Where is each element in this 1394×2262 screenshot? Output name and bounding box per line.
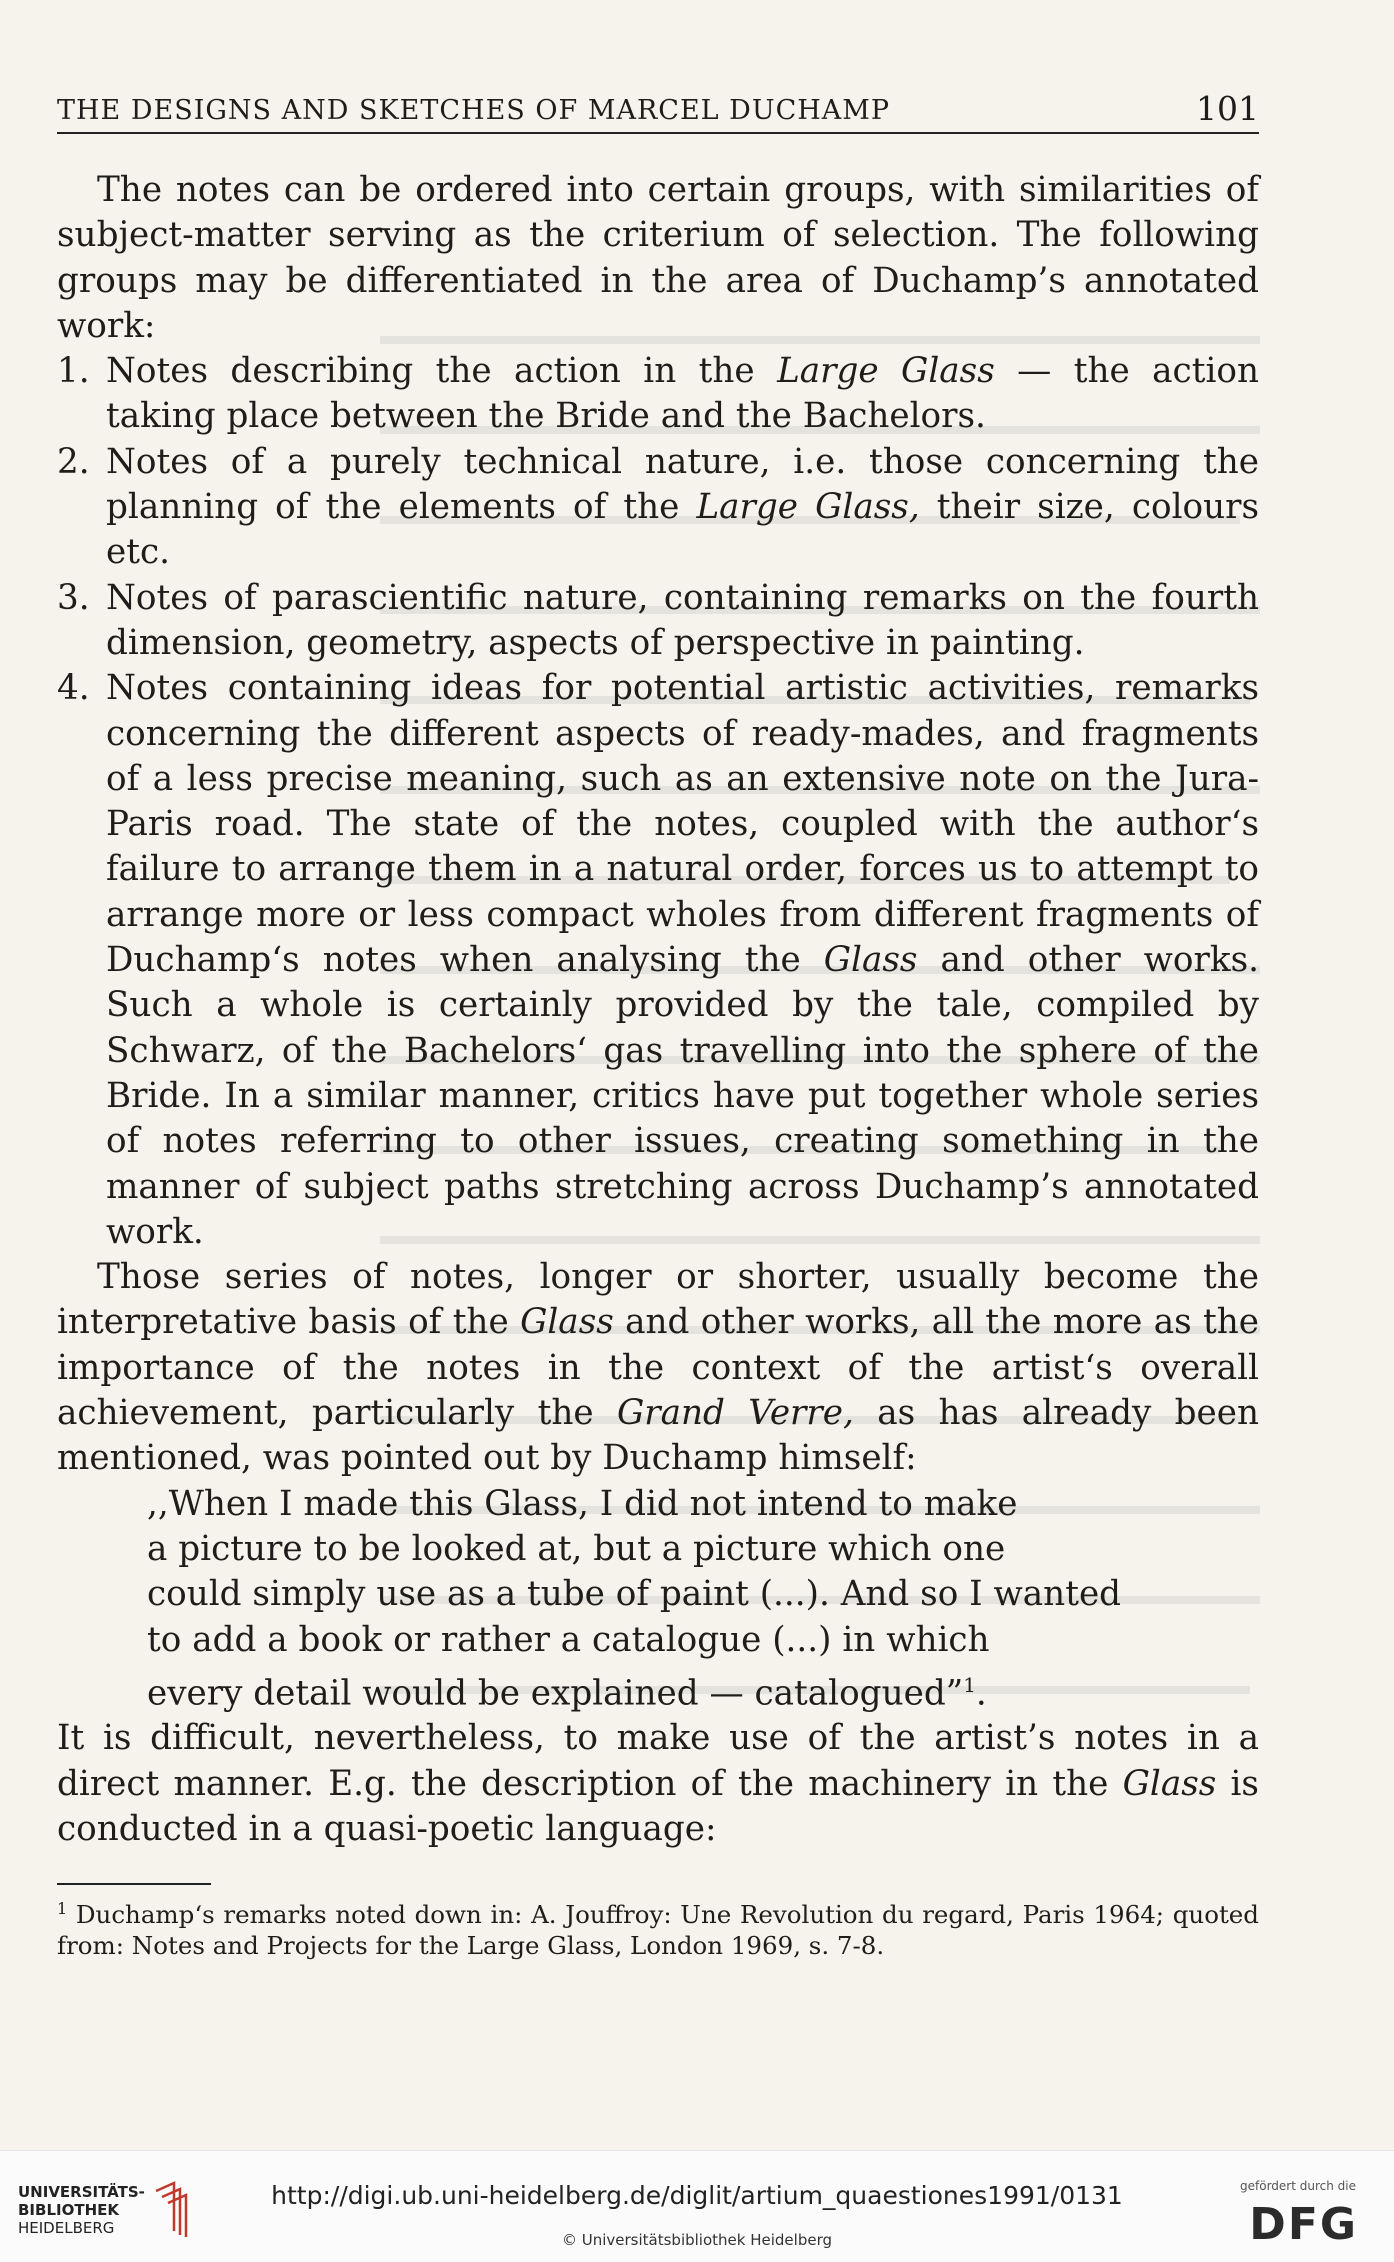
- dfg-logo-icon: DFG: [1249, 2199, 1358, 2250]
- page-number: 101: [1196, 89, 1259, 128]
- footnote-text: Duchamp‘s remarks noted down in: A. Jouffroy: Une Revolution du regard, Paris 1964; quoted from: Notes and Projects for the Large Glass, London 1969, s. 7-8.: [57, 1900, 1259, 1961]
- list-item: [57, 666, 1259, 1255]
- list-emphasis: Large Glass,: [696, 487, 920, 528]
- list-item: [57, 349, 1259, 440]
- quote-line: could simply use as a tube of paint (...). And so I wanted: [147, 1574, 1122, 1615]
- second-paragraph: [57, 1255, 1259, 1481]
- list-number: 4.: [57, 668, 90, 709]
- library-line: HEIDELBERG: [18, 2219, 115, 2237]
- quote-line-last: [147, 1663, 1167, 1717]
- note-groups-list: [57, 349, 1259, 1255]
- quote-line: to add a book or rather a catalogue (...) in which: [147, 1619, 990, 1660]
- list-number: 1.: [57, 351, 90, 392]
- paragraph-text: Those series of notes, longer or shorter, usually become the interpretative basis of the: [57, 1257, 1259, 1343]
- quote-line: ,,When I made this Glass, I did not intend to make: [147, 1483, 1018, 1524]
- paragraph-text: It is difficult, nevertheless, to make use of the artist’s notes in a direct manner. E.g. the description of the machinery in the: [57, 1718, 1259, 1804]
- list-item: [57, 576, 1259, 667]
- glass-emphasis: Glass: [520, 1302, 614, 1343]
- footnote-divider: [57, 1883, 211, 1885]
- library-line: UNIVERSITÄTS-: [18, 2183, 145, 2201]
- paragraph-text: as has already been mentioned, was pointed out by Duchamp himself:: [57, 1393, 1259, 1479]
- intro-paragraph: The notes can be ordered into certain groups, with similarities of subject-matter serving as the criterium of selection. The following groups may be differentiated in the area of Duchamp’s annotated work:: [57, 170, 1259, 346]
- digitization-footer: [0, 2150, 1394, 2262]
- running-title: THE DESIGNS AND SKETCHES OF MARCEL DUCHAMP: [57, 95, 891, 126]
- list-item: [57, 440, 1259, 576]
- list-text: — the action taking place between the Bride and the Bachelors.: [106, 351, 1259, 437]
- quote-text: every detail would be explained — catalogued”: [147, 1673, 964, 1714]
- glass-emphasis: Glass: [1122, 1763, 1217, 1804]
- paragraph-text: is conducted in a quasi-poetic language:: [57, 1763, 1259, 1850]
- list-text: and other works. Such a whole is certainly provided by the tale, compiled by Schwarz, of the Bachelors‘ gas travelling into the sphere of the Bride. In a similar manner, critics have put together whole series of notes referring to other issues, creating something in the manner of subject paths stretching across Duchamp’s annotated work.: [106, 940, 1259, 1252]
- third-paragraph: [57, 1716, 1259, 1852]
- block-quote: [147, 1482, 1167, 1717]
- list-number: 3.: [57, 577, 90, 618]
- list-emphasis: Glass: [823, 940, 918, 981]
- library-line: BIBLIOTHEK: [18, 2201, 119, 2219]
- list-text: Notes of a purely technical nature, i.e. those concerning the planning of the elements of the: [106, 441, 1259, 528]
- body-text: [57, 168, 1259, 1852]
- running-header: [57, 86, 1259, 134]
- quote-period: .: [975, 1673, 987, 1714]
- paragraph-text: and other works, all the more as the importance of the notes in the context of the artist‘s overall achievement, particularly the: [57, 1302, 1259, 1434]
- list-text: Notes of parascientific nature, containing remarks on the fourth dimension, geometry, aspects of perspective in painting.: [106, 577, 1259, 663]
- list-text: Notes containing ideas for potential artistic activities, remarks concerning the different aspects of ready-mades, and fragments of a less precise meaning, such as an extensive note on the Jura-Paris road. The state of the notes, coupled with the author‘s failure to arrange them in a natural order, forces us to attempt to arrange more or less compact wholes from different fragments of Duchamp‘s notes when analysing the: [106, 668, 1259, 981]
- copyright-notice: © Universitätsbibliothek Heidelberg: [561, 2231, 832, 2249]
- list-emphasis: Large Glass: [777, 351, 995, 392]
- footnote-reference: 1: [963, 1672, 976, 1697]
- quote-line: a picture to be looked at, but a picture which one: [147, 1528, 1006, 1569]
- source-url-link[interactable]: http://digi.ub.uni-heidelberg.de/diglit/artium_quaestiones1991/0131: [271, 2181, 1123, 2210]
- footnote: [57, 1893, 1259, 1961]
- list-text: their size, colours etc.: [106, 487, 1260, 573]
- list-text: Notes describing the action in the: [106, 351, 778, 392]
- dfg-funding-label: gefördert durch die: [1240, 2179, 1356, 2193]
- grand-verre-emphasis: Grand Verre,: [616, 1393, 854, 1434]
- footnote-marker: 1: [57, 1899, 68, 1918]
- list-number: 2.: [57, 441, 90, 482]
